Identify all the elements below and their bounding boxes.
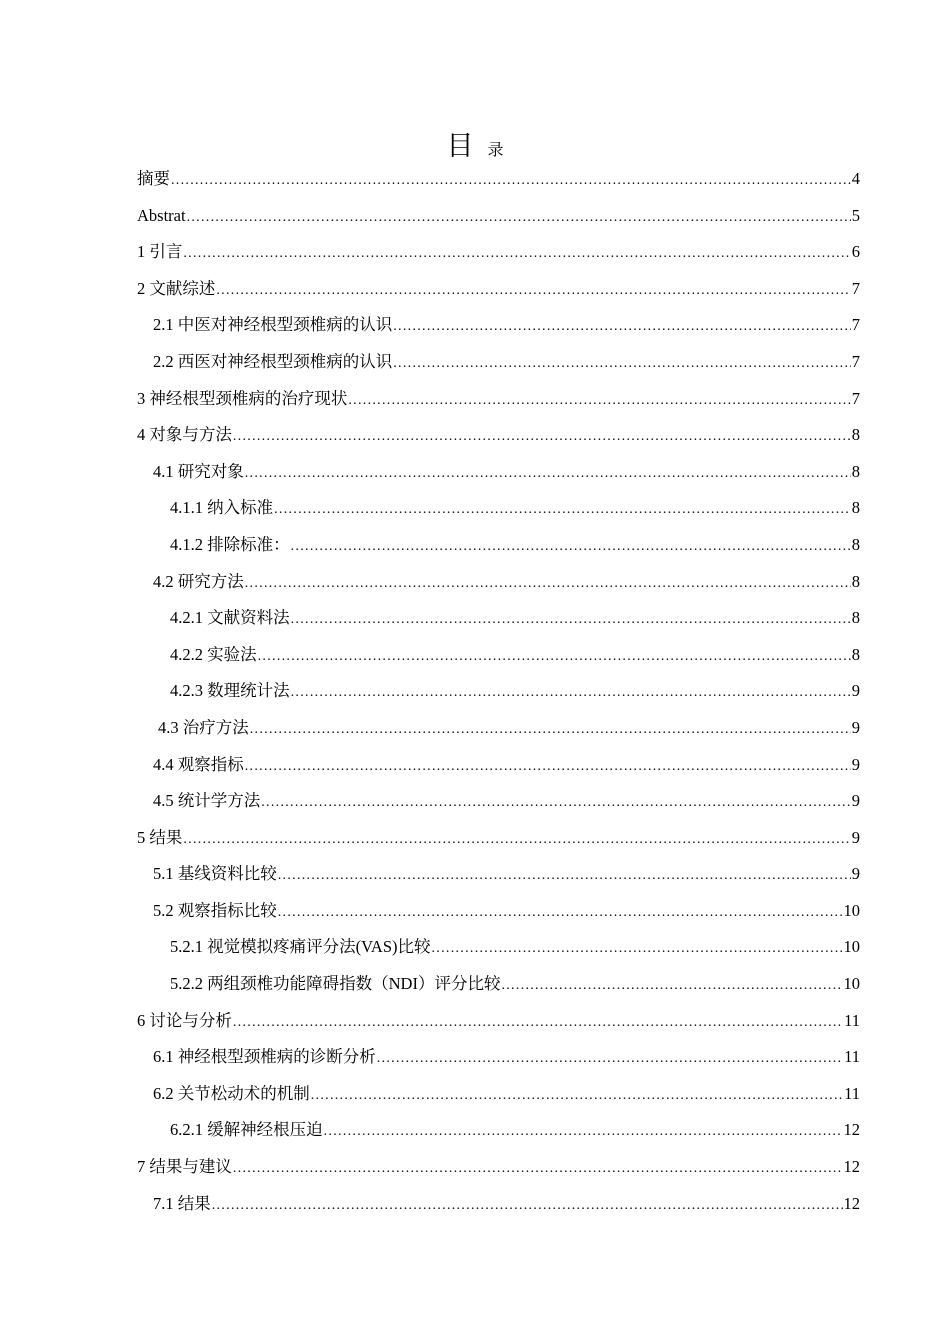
toc-entry-3[interactable] <box>137 386 860 423</box>
toc-page-number: 11 <box>844 1083 860 1103</box>
toc-entry-4-5[interactable] <box>137 788 860 825</box>
toc-page-number: 4 <box>851 169 860 188</box>
toc-entry-5-2-2[interactable] <box>137 971 860 1008</box>
dot-leader <box>261 790 851 816</box>
toc-entry-6-1[interactable] <box>137 1044 860 1081</box>
toc-entry-label: 4 对象与方法 <box>137 425 232 445</box>
toc-entry-6-2-1[interactable] <box>137 1117 860 1154</box>
dot-leader <box>233 1156 843 1182</box>
toc-page-number: 9 <box>851 791 860 811</box>
dot-leader <box>183 241 850 267</box>
toc-page-number: 9 <box>851 827 860 847</box>
dot-leader <box>187 205 851 231</box>
toc-page-number: 9 <box>851 864 860 884</box>
toc-entry-label: 摘要 <box>137 169 170 188</box>
toc-entry-label: 6.2.1 缓解神经根压迫 <box>170 1120 323 1140</box>
toc-entry-7-1[interactable] <box>137 1191 860 1228</box>
toc-entry-label: 5.2.1 视觉模拟疼痛评分法(VAS)比较 <box>170 937 431 957</box>
toc-entry-2[interactable] <box>137 276 860 313</box>
toc-entry-label: 5.1 基线资料比较 <box>153 864 277 884</box>
dot-leader <box>348 388 850 414</box>
dot-leader <box>245 754 851 780</box>
toc-entry-label: 2.1 中医对神经根型颈椎病的认识 <box>153 315 393 335</box>
toc-title-small: 录 <box>487 142 504 159</box>
dot-leader <box>291 607 851 633</box>
toc-entry-5-1[interactable] <box>137 861 860 898</box>
toc-page-number: 12 <box>843 1120 860 1140</box>
toc-entry-label: 5.2 观察指标比较 <box>153 900 277 920</box>
toc-entry-label: 4.2.1 文献资料法 <box>170 608 290 628</box>
toc-entry-label: 7.1 结果 <box>153 1193 211 1213</box>
toc-entry-4-2-2[interactable] <box>137 642 860 679</box>
dot-leader <box>183 827 850 853</box>
dot-leader <box>324 1119 843 1145</box>
toc-entry-label: 4.2.2 实验法 <box>170 644 257 664</box>
toc-entry-6[interactable] <box>137 1008 860 1045</box>
toc-entry-label: 5 结果 <box>137 827 183 847</box>
dot-leader <box>278 900 843 926</box>
toc-page-number: 11 <box>844 1047 860 1067</box>
toc-entry-5[interactable] <box>137 825 860 862</box>
dot-leader <box>501 973 842 999</box>
toc-entry-4-2-1[interactable] <box>137 605 860 642</box>
toc-page-number: 8 <box>851 425 860 445</box>
toc-entry-4-3[interactable] <box>137 715 860 752</box>
dot-leader <box>212 1193 843 1219</box>
dot-leader <box>377 1046 843 1072</box>
dot-leader <box>393 314 851 340</box>
toc-entry-label: 6.2 关节松动术的机制 <box>153 1083 310 1103</box>
dot-leader <box>291 534 851 560</box>
toc-entry-4-2[interactable] <box>137 569 860 606</box>
toc-page-number: 12 <box>843 1193 860 1213</box>
dot-leader <box>311 1083 843 1109</box>
dot-leader <box>245 571 851 597</box>
toc-page-number: 7 <box>851 388 860 408</box>
dot-leader <box>393 351 851 377</box>
toc-entry-label: Abstrat <box>137 205 186 225</box>
toc-entry-label: 4.1.1 纳入标准 <box>170 498 274 518</box>
toc-page-number: 8 <box>851 644 860 664</box>
toc-page-number: 9 <box>851 717 860 737</box>
toc-title <box>0 124 950 163</box>
toc-page-number: 8 <box>851 571 860 591</box>
toc-entry-label: 4.1.2 排除标准： <box>170 534 290 554</box>
dot-leader <box>233 424 851 450</box>
dot-leader <box>216 278 850 304</box>
dot-leader <box>274 497 851 523</box>
toc-entry-4-2-3[interactable] <box>137 678 860 715</box>
toc-page-number: 7 <box>851 278 860 298</box>
toc-page-number: 11 <box>844 1010 860 1030</box>
toc-page-number: 8 <box>851 608 860 628</box>
toc-page-number: 6 <box>851 242 860 262</box>
toc-page-number: 10 <box>843 900 860 920</box>
toc-page-number: 8 <box>851 461 860 481</box>
toc-page-number: 5 <box>851 205 860 225</box>
dot-leader <box>432 936 843 962</box>
toc-entry-5-2[interactable] <box>137 898 860 935</box>
toc-entry-label: 4.1 研究对象 <box>153 461 244 481</box>
toc-entry-label: 4.5 统计学方法 <box>153 791 261 811</box>
dot-leader <box>245 461 851 487</box>
toc-entry-4-1-1[interactable] <box>137 495 860 532</box>
dot-leader <box>258 644 851 670</box>
toc-page-number: 8 <box>851 498 860 518</box>
toc-entry-2-1[interactable] <box>137 312 860 349</box>
toc-entry-label: 4.4 观察指标 <box>153 754 244 774</box>
toc-page-number: 10 <box>843 974 860 994</box>
toc-entry-abstract-cn[interactable] <box>137 166 860 203</box>
toc-page-number: 7 <box>851 351 860 371</box>
toc-entry-label: 5.2.2 两组颈椎功能障碍指数（NDI）评分比较 <box>170 974 501 994</box>
toc-entry-label: 7 结果与建议 <box>137 1157 232 1177</box>
toc-page-number: 9 <box>851 754 860 774</box>
toc-title-main: 目 <box>446 131 474 161</box>
toc-entry-label: 1 引言 <box>137 242 183 262</box>
toc-entry-label: 4.3 治疗方法 <box>158 717 249 737</box>
dot-leader <box>171 168 851 194</box>
dot-leader <box>291 680 851 706</box>
dot-leader <box>250 717 851 743</box>
toc-page-number: 9 <box>851 681 860 701</box>
toc-page-number: 10 <box>843 937 860 957</box>
toc-page-number: 8 <box>851 534 860 554</box>
toc-entry-5-2-1[interactable] <box>137 934 860 971</box>
toc-entry-label: 6 讨论与分析 <box>137 1010 232 1030</box>
toc-entry-1[interactable] <box>137 239 860 276</box>
toc-entry-label: 4.2 研究方法 <box>153 571 244 591</box>
toc-entry-label: 4.2.3 数理统计法 <box>170 681 290 701</box>
toc-entry-7[interactable] <box>137 1154 860 1191</box>
toc-entry-label: 2 文献综述 <box>137 278 216 298</box>
toc-page-number: 12 <box>843 1157 860 1177</box>
toc-entry-4-1[interactable] <box>137 459 860 496</box>
toc-page-number: 7 <box>851 315 860 335</box>
toc-entry-label: 2.2 西医对神经根型颈椎病的认识 <box>153 351 393 371</box>
toc-entry-4[interactable] <box>137 422 860 459</box>
table-of-contents <box>137 166 860 1227</box>
dot-leader <box>278 863 851 889</box>
toc-entry-2-2[interactable] <box>137 349 860 386</box>
dot-leader <box>233 1010 843 1036</box>
toc-entry-abstract-en[interactable] <box>137 203 860 240</box>
toc-entry-label: 6.1 神经根型颈椎病的诊断分析 <box>153 1047 376 1067</box>
toc-entry-4-4[interactable] <box>137 752 860 789</box>
toc-entry-label: 3 神经根型颈椎病的治疗现状 <box>137 388 348 408</box>
toc-entry-6-2[interactable] <box>137 1081 860 1118</box>
toc-entry-4-1-2[interactable] <box>137 532 860 569</box>
